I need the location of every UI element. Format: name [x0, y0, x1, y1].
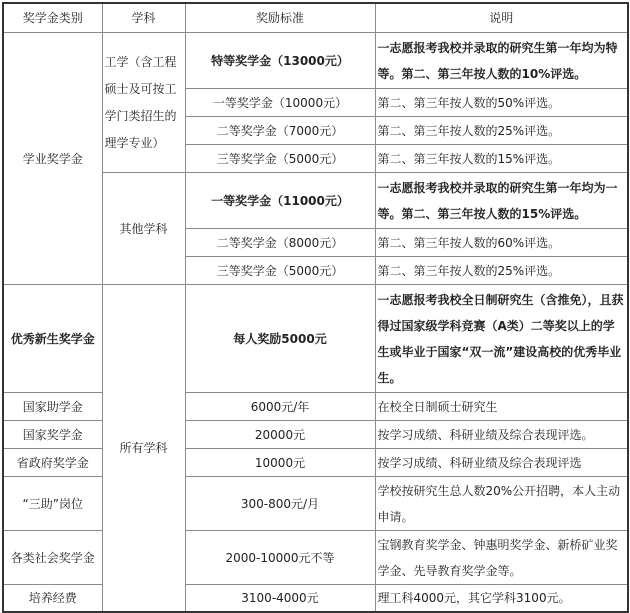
- category-provincial-scholarship: 省政府奖学金: [3, 449, 102, 477]
- table-row: [3, 393, 628, 421]
- table-row: [3, 421, 628, 449]
- standard-cell: 10000元: [185, 449, 375, 477]
- standard-cell: 300-800元/月: [185, 477, 375, 531]
- table-row: [3, 531, 628, 585]
- note-cell: 第二、第三年按人数的15%评选。: [375, 145, 628, 173]
- standard-cell: 三等奖学金（5000元）: [185, 257, 375, 285]
- standard-cell: 二等奖学金（7000元）: [185, 117, 375, 145]
- category-training-fund: 培养经费: [3, 585, 102, 613]
- table-row: [3, 449, 628, 477]
- standard-cell: 20000元: [185, 421, 375, 449]
- note-cell: 宝钢教育奖学金、钟惠明奖学金、新桥矿业奖学金、先导教育奖学金等。: [375, 531, 628, 585]
- standard-cell: 特等奖学金（13000元）: [185, 33, 375, 89]
- header-discipline: 学科: [102, 3, 185, 33]
- category-three-assistant: “三助”岗位: [3, 477, 102, 531]
- standard-cell: 二等奖学金（8000元）: [185, 229, 375, 257]
- header-category: 奖学金类别: [3, 3, 102, 33]
- note-cell: 理工科4000元，其它学科3100元。: [375, 585, 628, 613]
- table-header-row: [3, 3, 628, 33]
- standard-cell: 三等奖学金（5000元）: [185, 145, 375, 173]
- standard-cell: 3100-4000元: [185, 585, 375, 613]
- discipline-all: 所有学科: [102, 285, 185, 613]
- discipline-engineering: 工学（含工程硕士及可按工学门类招生的理学专业）: [102, 33, 185, 173]
- standard-cell: 一等奖学金（10000元）: [185, 89, 375, 117]
- note-cell: 在校全日制硕士研究生: [375, 393, 628, 421]
- note-cell: 学校按研究生总人数20%公开招聘，本人主动申请。: [375, 477, 628, 531]
- note-cell: 第二、第三年按人数的25%评选。: [375, 257, 628, 285]
- note-cell: 按学习成绩、科研业绩及综合表现评选: [375, 449, 628, 477]
- standard-cell: 2000-10000元不等: [185, 531, 375, 585]
- note-cell: 一志愿报考我校并录取的研究生第一年均为一等。第二、第三年按人数的15%评选。: [375, 173, 628, 229]
- category-academic: 学业奖学金: [3, 33, 102, 285]
- note-cell: 第二、第三年按人数的60%评选。: [375, 229, 628, 257]
- scholarship-table: [2, 2, 629, 613]
- header-note: 说明: [375, 3, 628, 33]
- category-freshman: 优秀新生奖学金: [3, 285, 102, 393]
- standard-cell: 一等奖学金（11000元）: [185, 173, 375, 229]
- table-row: [3, 477, 628, 531]
- table-row: [3, 285, 628, 393]
- note-cell: 第二、第三年按人数的25%评选。: [375, 117, 628, 145]
- category-national-scholarship: 国家奖学金: [3, 421, 102, 449]
- category-social-scholarship: 各类社会奖学金: [3, 531, 102, 585]
- category-national-grant: 国家助学金: [3, 393, 102, 421]
- note-cell: 第二、第三年按人数的50%评选。: [375, 89, 628, 117]
- note-cell: 一志愿报考我校全日制研究生（含推免），且获得过国家级学科竞赛（A类）二等奖以上的学生或毕业于国家“双一流”建设高校的优秀毕业生。: [375, 285, 628, 393]
- standard-cell: 6000元/年: [185, 393, 375, 421]
- discipline-other: 其他学科: [102, 173, 185, 285]
- note-cell: 按学习成绩、科研业绩及综合表现评选。: [375, 421, 628, 449]
- header-standard: 奖励标准: [185, 3, 375, 33]
- note-cell: 一志愿报考我校并录取的研究生第一年均为特等。第二、第三年按人数的10%评选。: [375, 33, 628, 89]
- table-row: [3, 585, 628, 613]
- standard-cell: 每人奖励5000元: [185, 285, 375, 393]
- table-row: [3, 33, 628, 89]
